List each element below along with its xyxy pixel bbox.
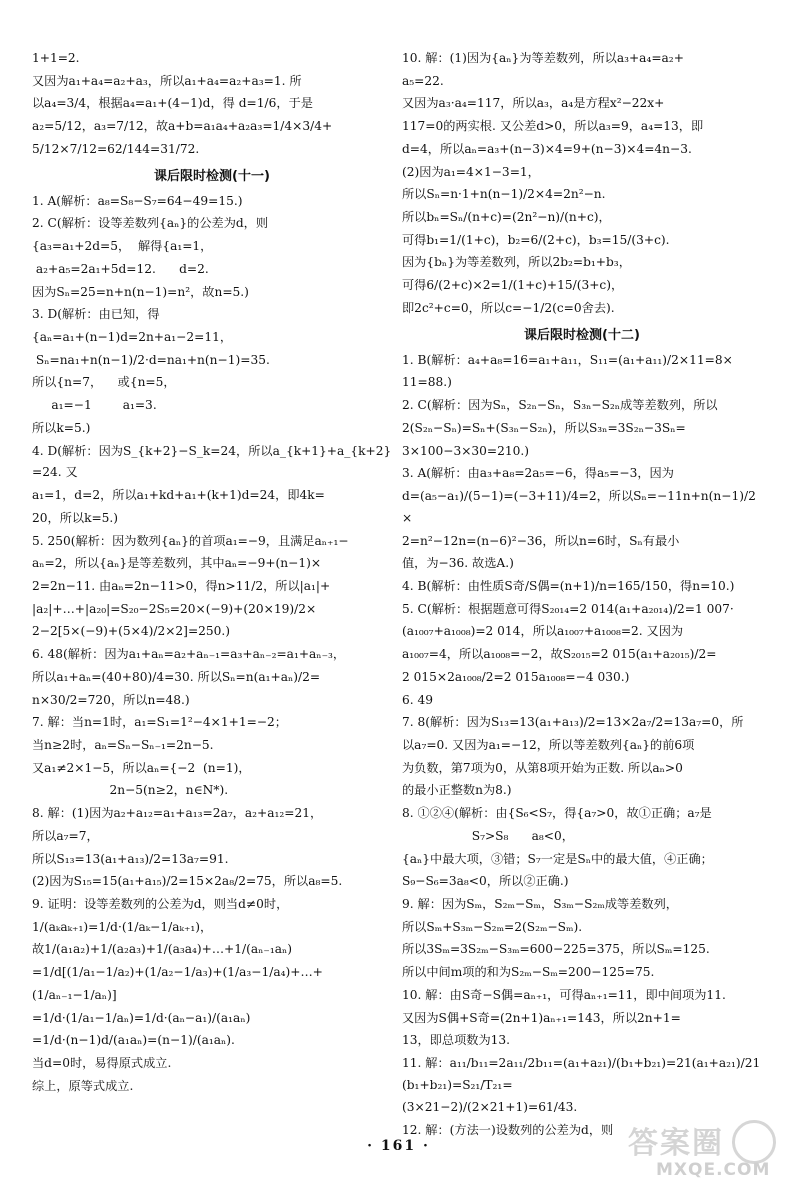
left-column xyxy=(32,48,392,1098)
page-number: · 161 · xyxy=(367,1138,430,1154)
answer-line: 所以3Sₘ=3S₂ₘ−S₃ₘ=600−225=375，所以Sₘ=125. xyxy=(402,942,710,957)
answer-line: 2. C(解析：设等差数列{aₙ}的公差为d，则 xyxy=(32,216,269,231)
answer-line: 又a₁≠2×1−5，所以aₙ={−2 (n=1)， xyxy=(32,760,251,775)
answer-line: 8. ①②④(解析：由{S₆<S₇，得{a₇>0，故①正确；a₇是 xyxy=(402,806,712,821)
answer-line: 6. 48(解析：因为a₁+aₙ=a₂+aₙ₋₁=a₃+aₙ₋₂=a₁+aₙ₋₃， xyxy=(32,647,346,662)
answer-line: 10. 解：由S奇−S偶=aₙ₊₁，可得aₙ₊₁=11，即中间项为11. xyxy=(402,987,726,1002)
answer-line: 值，为−36. 故选A.) xyxy=(402,556,514,571)
section-title: 课后限时检测(十一) xyxy=(154,168,270,184)
answer-line: =1/d[(1/a₁−1/a₂)+(1/a₂−1/a₃)+(1/a₃−1/a₄)+…+ xyxy=(32,965,323,980)
answer-line: d=(a₅−a₁)/(5−1)=(−3+11)/4=2，所以Sₙ=−11n+n(n−1)/2× xyxy=(402,489,756,525)
answer-line: 8. 解：(1)因为a₂+a₁₂=a₁+a₁₃=2a₇，a₂+a₁₂=21， xyxy=(32,806,323,821)
answer-line: 因为Sₙ=25=n+n(n−1)=n²，故n=5.) xyxy=(32,284,249,299)
answer-line: 可得6/(2+c)×2=1/(1+c)+15/(3+c)， xyxy=(402,278,624,293)
answer-line: 2. C(解析：因为Sₙ，S₂ₙ−Sₙ，S₃ₙ−S₂ₙ成等差数列，所以 xyxy=(402,398,718,413)
answer-line: (3×21−2)/(2×21+1)=61/43. xyxy=(402,1100,578,1115)
answer-line: 7. 解：当n=1时，a₁=S₁=1²−4×1+1=−2； xyxy=(32,715,287,730)
answer-line: |a₂|+…+|a₂₀|=S₂₀−2S₅=20×(−9)+(20×19)/2× xyxy=(32,601,317,616)
answer-line: 9. 解：因为Sₘ，S₂ₘ−Sₘ，S₃ₘ−S₂ₘ成等差数列， xyxy=(402,897,678,911)
answer-line: 5. 250(解析：因为数列{aₙ}的首项a₁=−9，且满足aₙ₊₁− xyxy=(32,533,349,548)
answer-line: 当n≥2时，aₙ=Sₙ−Sₙ₋₁=2n−5. xyxy=(32,737,214,752)
answer-line: 以a₇=0. 又因为a₁=−12，所以等差数列{aₙ}的前6项 xyxy=(402,737,695,752)
answer-line: a₁₀₀₇=4，所以a₁₀₀₈=−2，故S₂₀₁₅=2 015(a₁+a₂₀₁₅)/2= xyxy=(402,647,717,662)
answer-line: 的最小正整数n为8.) xyxy=(402,783,512,798)
answer-line: 11. 解：a₁₁/b₁₁=2a₁₁/2b₁₁=(a₁+a₂₁)/(b₁+b₂₁)=21(a₁+a₂₁)/21(b₁+b₂₁)=S₂₁/T₂₁= xyxy=(402,1056,761,1092)
answer-line: 即2c²+c=0，所以c=−1/2(c=0舍去). xyxy=(402,300,615,315)
answer-line: 2(S₂ₙ−Sₙ)=Sₙ+(S₃ₙ−S₂ₙ)，所以S₃ₙ=3S₂ₙ−3Sₙ= xyxy=(402,420,686,435)
answer-line: 1+1=2. xyxy=(32,51,80,65)
answer-line: a₂=5/12，a₃=7/12，故a+b=a₁a₄+a₂a₃=1/4×3/4+ xyxy=(32,119,333,134)
answer-line: 所以S₁₃=13(a₁+a₁₃)/2=13a₇=91. xyxy=(32,851,229,866)
watermark-logo xyxy=(628,1118,778,1188)
answer-line: d=4，所以aₙ=a₃+(n−3)×4=9+(n−3)×4=4n−3. xyxy=(402,141,692,156)
answer-line: 12. 解：(方法一)设数列的公差为d，则 xyxy=(402,1123,614,1138)
answer-line: 又因为S偶+S奇=(2n+1)aₙ₊₁=143，所以2n+1= xyxy=(402,1010,681,1025)
answer-line: 故1/(a₁a₂)+1/(a₂a₃)+1/(a₃a₄)+…+1/(aₙ₋₁aₙ) xyxy=(32,942,293,957)
answer-line: 所以bₙ=Sₙ/(n+c)=(2n²−n)/(n+c)， xyxy=(402,210,611,225)
answer-line: a₅=22. xyxy=(402,73,444,88)
answer-line: 所以Sₘ+S₃ₘ−S₂ₘ=2(S₂ₘ−Sₘ). xyxy=(402,919,583,934)
answer-line: 9. 证明：设等差数列的公差为d，则当d≠0时， xyxy=(32,897,289,911)
watermark-seal-icon xyxy=(732,1120,776,1164)
answer-line: 4. B(解析：由性质S奇/S偶=(n+1)/n=165/150，得n=10.) xyxy=(402,578,735,593)
answer-line: 又因为a₃·a₄=117，所以a₃，a₄是方程x²−22x+ xyxy=(402,96,665,111)
answer-line: 又因为a₁+a₄=a₂+a₃，所以a₁+a₄=a₂+a₃=1. 所 xyxy=(32,73,302,88)
answer-line: S₉−S₆=3a₈<0，所以②正确.) xyxy=(402,874,569,889)
answer-line: 可得b₁=1/(1+c)，b₂=6/(2+c)，b₃=15/(3+c). xyxy=(402,232,670,247)
answer-line: 13，即总项数为13. xyxy=(402,1033,511,1048)
answer-line: 2−2[5×(−9)+(5×4)/2×2]=250.) xyxy=(32,624,231,639)
answer-line: 2=n²−12n=(n−6)²−36，所以n=6时，Sₙ有最小 xyxy=(402,533,680,548)
answer-line: 1. B(解析：a₄+a₈=16=a₁+a₁₁，S₁₁=(a₁+a₁₁)/2×11=8× xyxy=(402,352,733,367)
answer-line: 117=0的两实根. 又公差d>0，所以a₃=9，a₄=13，即 xyxy=(402,119,704,134)
answer-line: {aₙ=a₁+(n−1)d=2n+a₁−2=11， xyxy=(32,330,233,345)
answer-line: (1/aₙ₋₁−1/aₙ)] xyxy=(32,987,117,1002)
answer-line: 7. 8(解析：因为S₁₃=13(a₁+a₁₃)/2=13×2a₇/2=13a₇=0，所 xyxy=(402,715,744,730)
answer-line: 当d=0时，易得原式成立. xyxy=(32,1056,172,1071)
answer-line: =1/d·(1/a₁−1/aₙ)=1/d·(aₙ−a₁)/(a₁aₙ) xyxy=(32,1010,251,1025)
answer-line: aₙ=2，所以{aₙ}是等差数列，其中aₙ=−9+(n−1)× xyxy=(32,556,322,571)
answer-line: (2)因为a₁=4×1−3=1， xyxy=(402,164,540,179)
answer-line: (a₁₀₀₇+a₁₀₀₈)=2 014，所以a₁₀₀₇+a₁₀₀₈=2. 又因为 xyxy=(402,624,684,639)
answer-line: =1/d·(n−1)d/(a₁aₙ)=(n−1)/(a₁aₙ). xyxy=(32,1033,235,1048)
answer-line: {a₃=a₁+2d=5， 解得{a₁=1， xyxy=(32,239,213,254)
answer-line: 6. 49 xyxy=(402,692,434,707)
answer-line: a₁=1，d=2，所以a₁+kd+a₁+(k+1)d=24，即4k= xyxy=(32,488,325,503)
answer-line: S₇>S₈ a₈<0， xyxy=(402,828,574,843)
right-column xyxy=(402,48,762,1143)
answer-line: n×30/2=720，所以n=48.) xyxy=(32,692,190,707)
answer-line: 所以a₁+aₙ=(40+80)/4=30. 所以Sₙ=n(a₁+aₙ)/2= xyxy=(32,669,321,684)
answer-line: 1/(aₖaₖ₊₁)=1/d·(1/aₖ−1/aₖ₊₁)， xyxy=(32,919,213,934)
answer-line: 4. D(解析：因为S_{k+2}−S_k=24，所以a_{k+1}+a_{k+2}=24. 又 xyxy=(32,443,392,480)
answer-line: 5/12×7/12=62/144=31/72. xyxy=(32,141,200,156)
answer-line: (2)因为S₁₅=15(a₁+a₁₅)/2=15×2a₈/2=75，所以a₈=5. xyxy=(32,874,343,889)
answer-line: 10. 解：(1)因为{aₙ}为等差数列，所以a₃+a₄=a₂+ xyxy=(402,51,684,65)
answer-line: 所以k=5.) xyxy=(32,420,91,435)
answer-line: 因为{bₙ}为等差数列，所以2b₂=b₁+b₃， xyxy=(402,255,631,270)
answer-line: 3×100−3×30=210.) xyxy=(402,443,530,458)
answer-line: 综上，原等式成立. xyxy=(32,1078,134,1093)
answer-line: 11=88.) xyxy=(402,375,452,390)
answer-line: 3. A(解析：由a₃+a₈=2a₅=−6，得a₅=−3，因为 xyxy=(402,466,674,481)
answer-line: {aₙ}中最大项，③错；S₇一定是Sₙ中的最大值，④正确； xyxy=(402,851,713,866)
answer-line: 所以Sₙ=n·1+n(n−1)/2×4=2n²−n. xyxy=(402,187,606,202)
answer-line: 2=2n−11. 由aₙ=2n−11>0，得n>11/2，所以|a₁|+ xyxy=(32,578,331,593)
answer-line: 以a₄=3/4，根据a₄=a₁+(4−1)d，得 d=1/6，于是 xyxy=(32,96,313,111)
answer-line: a₁=−1 a₁=3. xyxy=(32,398,157,413)
section-title: 课后限时检测(十二) xyxy=(524,327,640,343)
answer-line: 所以中间m项的和为S₂ₘ−Sₘ=200−125=75. xyxy=(402,965,655,980)
watermark-chinese: 答案圈 xyxy=(628,1126,724,1161)
answer-line: 所以a₇=7， xyxy=(32,828,99,843)
answer-line: 2 015×2a₁₀₀₈/2=2 015a₁₀₀₈=−4 030.) xyxy=(402,669,630,684)
answer-line: Sₙ=na₁+n(n−1)/2·d=na₁+n(n−1)=35. xyxy=(32,352,270,367)
answer-line: 2n−5(n≥2，n∈N*). xyxy=(32,783,229,798)
answer-line: 1. A(解析：a₈=S₈−S₇=64−49=15.) xyxy=(32,193,243,208)
answer-line: 所以{n=7， 或{n=5， xyxy=(32,375,176,390)
answer-line: 为负数，第7项为0，从第8项开始为正数. 所以aₙ>0 xyxy=(402,760,683,775)
answer-line: 20，所以k=5.) xyxy=(32,510,119,525)
watermark-site: MXQE.COM xyxy=(656,1160,771,1180)
answer-line: 5. C(解析：根据题意可得S₂₀₁₄=2 014(a₁+a₂₀₁₄)/2=1 007· xyxy=(402,601,734,616)
answer-line: a₂+a₅=2a₁+5d=12. d=2. xyxy=(32,261,209,276)
answer-line: 3. D(解析：由已知，得 xyxy=(32,307,160,322)
